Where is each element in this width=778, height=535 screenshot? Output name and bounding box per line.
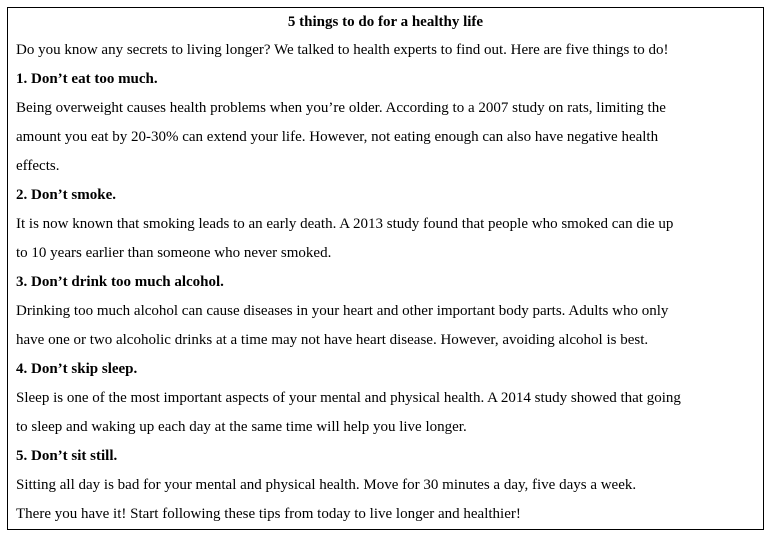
section-text-sit-line-1: Sitting all day is bad for your mental and physical health. Move for 30 minutes a day, five days a week. [16,477,637,493]
section-text-alcohol-line-2: have one or two alcoholic drinks at a time may not have heart disease. However, avoiding alcohol is best. [16,332,649,348]
section-text-smoke-line-2: to 10 years earlier than someone who never smoked. [16,245,332,261]
intro-text: Do you know any secrets to living longer? We talked to health experts to find out. Here are five things to do! [16,42,669,58]
section-heading-eat: 1. Don’t eat too much. [16,71,158,87]
section-text-smoke-line-1: It is now known that smoking leads to an early death. A 2013 study found that people who smoked can die up [16,216,674,232]
section-heading-sleep: 4. Don’t skip sleep. [16,361,138,377]
section-text-sleep-line-1: Sleep is one of the most important aspects of your mental and physical health. A 2014 study showed that going [16,390,681,406]
section-text-eat-line-2: amount you eat by 20-30% can extend your life. However, not eating enough can also have negative health [16,129,659,145]
section-heading-alcohol: 3. Don’t drink too much alcohol. [16,274,224,290]
document-box [7,7,764,530]
document-title: 5 things to do for a healthy life [287,14,484,30]
section-text-alcohol-line-1: Drinking too much alcohol can cause diseases in your heart and other important body parts. Adults who only [16,303,669,319]
closing-text: There you have it! Start following these tips from today to live longer and healthier! [16,506,521,522]
section-text-sleep-line-2: to sleep and waking up each day at the same time will help you live longer. [16,419,467,435]
section-text-eat-line-1: Being overweight causes health problems when you’re older. According to a 2007 study on rats, limiting the [16,100,666,116]
section-text-eat-line-3: effects. [16,158,60,174]
section-heading-smoke: 2. Don’t smoke. [16,187,116,203]
section-heading-sit: 5. Don’t sit still. [16,448,118,464]
